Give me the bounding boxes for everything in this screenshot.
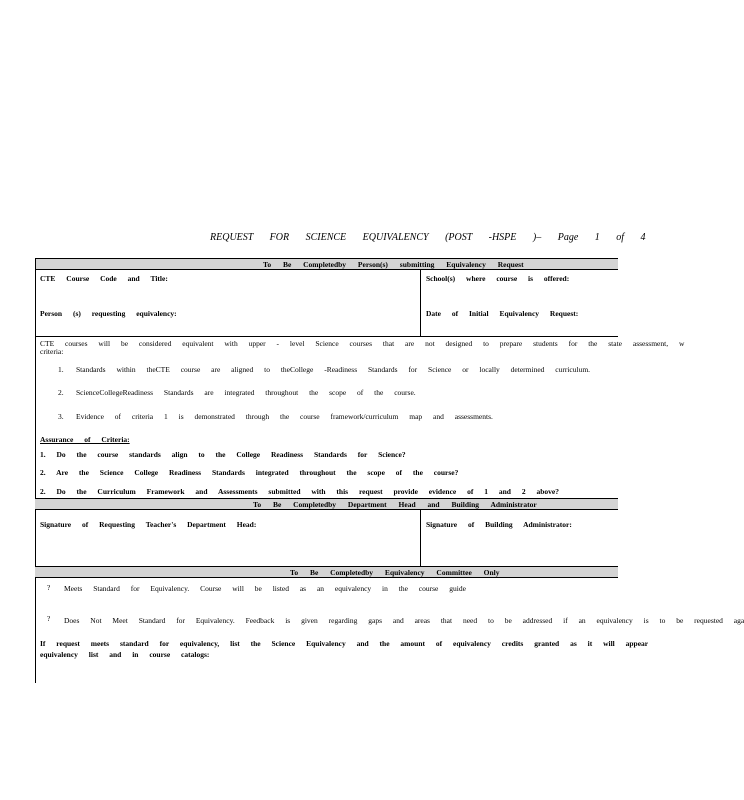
intro-text-cont: criteria:: [40, 347, 64, 356]
equivalency-instruction-cont: equivalency list and in course catalogs:: [40, 650, 210, 659]
assurance-heading: Assurance of Criteria:: [40, 435, 130, 444]
person-requesting-label: Person (s) requesting equivalency:: [40, 309, 177, 318]
assurance-question: 2. Do the Curriculum Framework and Assessments submitted with this request provide evidence of 1 and 2 above?: [40, 487, 559, 496]
criteria-num: 2.: [58, 388, 64, 397]
criteria-num: 3.: [58, 412, 64, 421]
date-request-label: Date of Initial Equivalency Request:: [426, 309, 579, 318]
section-header-committee: [35, 566, 618, 578]
page-title: REQUEST FOR SCIENCE EQUIVALENCY (POST -HSPE )– Page 1 of 4: [210, 232, 646, 243]
criteria-item: Standards within theCTE course are aligned to theCollege -Readiness Standards for Science or locally determined curriculum.: [76, 365, 591, 374]
meets-standard-option: Meets Standard for Equivalency. Course will be listed as an equivalency in the course guide: [64, 584, 466, 593]
sig-admin-label: Signature of Building Administrator:: [426, 520, 572, 529]
school-label: School(s) where course is offered:: [426, 274, 570, 283]
sig-divider: [420, 510, 421, 566]
row1-divider: [420, 270, 421, 336]
section-header-admin-text: To Be Completedby Department Head and Building Administrator: [253, 500, 537, 509]
row1-bottom-line: [35, 336, 618, 337]
criteria-num: 1.: [58, 365, 64, 374]
section-header-submitter-text: To Be Completedby Person(s) submitting Equivalency Request: [263, 260, 524, 269]
intro-text: CTE courses will be considered equivalent with upper - level Science courses that are not designed to prepare students for the state assessment, w: [40, 339, 685, 348]
criteria-item: ScienceCollegeReadiness Standards are integrated throughout the scope of the course.: [76, 388, 416, 397]
form-left-border: [35, 258, 36, 683]
not-meets-checkbox[interactable]: ?: [47, 614, 51, 623]
meets-checkbox[interactable]: ?: [47, 583, 51, 592]
sig-teacher-label: Signature of Requesting Teacher's Department Head:: [40, 520, 257, 529]
criteria-item: Evidence of criteria 1 is demonstrated through the course framework/curriculum map and assessments.: [76, 412, 493, 421]
section-header-submitter: [35, 258, 618, 270]
section-header-admin: [35, 498, 618, 510]
section-header-committee-text: To Be Completedby Equivalency Committee Only: [290, 568, 500, 577]
not-meets-standard-option: Does Not Meet Standard for Equivalency. Feedback is given regarding gaps and areas that need to be addressed if an equivalency is to be requested aga: [64, 616, 744, 625]
equivalency-instruction: If request meets standard for equivalency, list the Science Equivalency and the amount of equivalency credits granted as it will appear: [40, 639, 649, 648]
cte-course-label: CTE Course Code and Title:: [40, 274, 168, 283]
assurance-question: 2. Are the Science College Readiness Standards integrated throughout the scope of the course?: [40, 468, 459, 477]
assurance-question: 1. Do the course standards align to the College Readiness Standards for Science?: [40, 450, 406, 459]
